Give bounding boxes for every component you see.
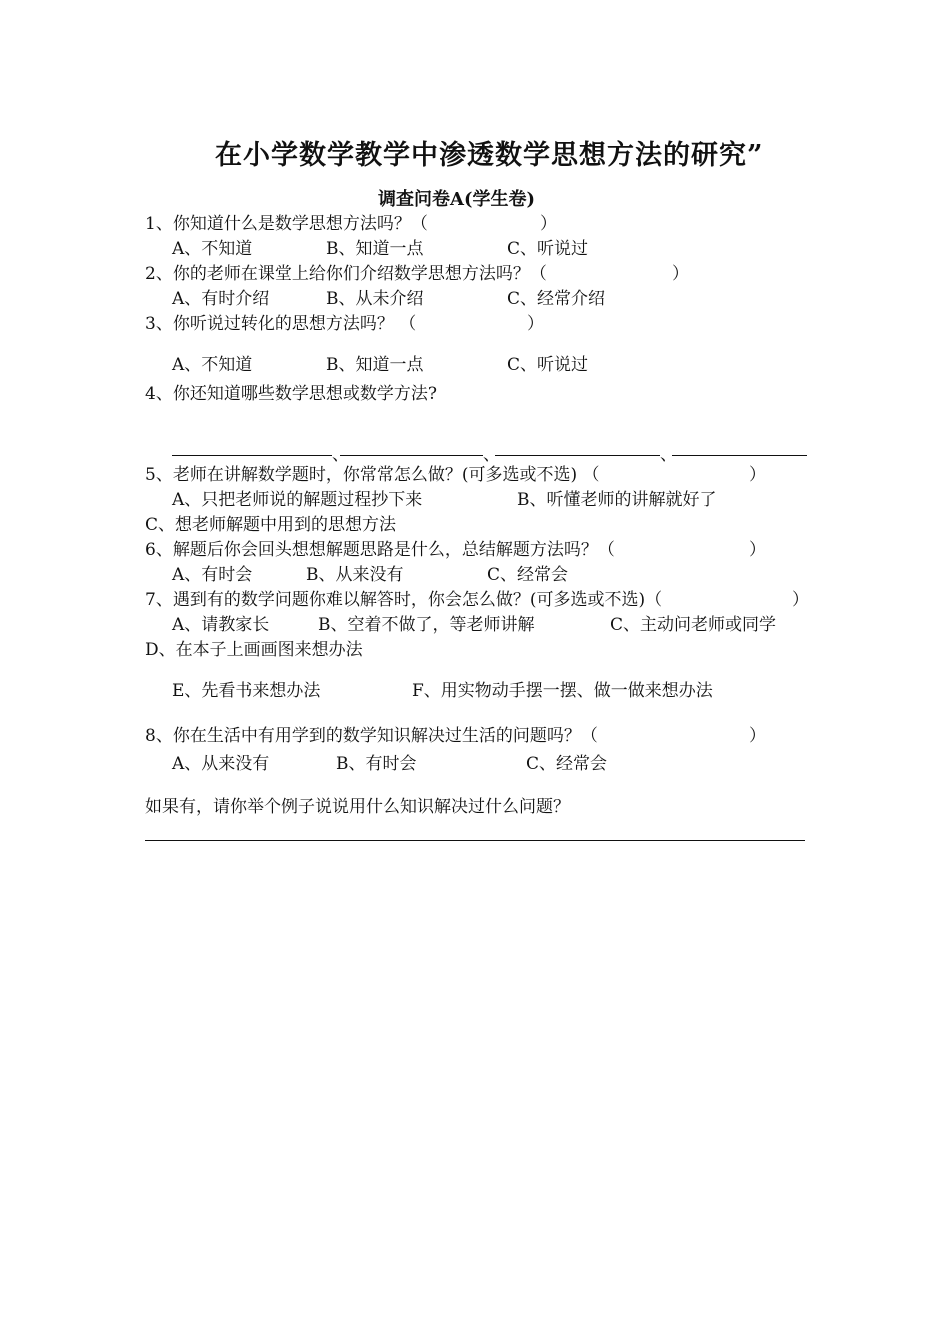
q7-option-b: B、空着不做了，等老师讲解 (318, 615, 535, 635)
q7-option-a: A、请教家长 (172, 615, 270, 635)
question-2-close-paren: ） (672, 264, 689, 284)
question-7: 7、遇到有的数学问题你难以解答时，你会怎么做？(可多选或不选)（ (145, 590, 663, 610)
q4-separator-2: 、 (483, 445, 500, 465)
q1-option-b: B、知道一点 (326, 239, 424, 259)
page-title: 在小学数学教学中渗透数学思想方法的研究” (215, 140, 764, 171)
q4-separator-3: 、 (660, 445, 677, 465)
question-1-close-paren: ） (540, 214, 557, 234)
question-8-close-paren: ） (749, 726, 766, 746)
q4-answer-blank-4 (672, 455, 807, 456)
question-6: 6、解题后你会回头想想解题思路是什么，总结解题方法吗？（ (145, 540, 615, 560)
q6-option-a: A、有时会 (172, 565, 253, 585)
question-2: 2、你的老师在课堂上给你们介绍数学思想方法吗？（ (145, 264, 547, 284)
q3-option-a: A、不知道 (172, 355, 253, 375)
question-3: 3、你听说过转化的思想方法吗？ （ (145, 314, 417, 334)
q7-option-f: F、用实物动手摆一摆、做一做来想办法 (412, 681, 713, 701)
q6-option-c: C、经常会 (487, 565, 569, 585)
q4-answer-blank-1 (172, 455, 332, 456)
q7-option-c: C、主动问老师或同学 (610, 615, 777, 635)
q2-option-c: C、经常介绍 (507, 289, 606, 309)
question-4: 4、你还知道哪些数学思想或数学方法? (145, 384, 437, 404)
q3-option-b: B、知道一点 (326, 355, 424, 375)
q2-option-b: B、从未介绍 (326, 289, 424, 309)
question-1: 1、你知道什么是数学思想方法吗？（ (145, 214, 428, 234)
question-3-close-paren: ） (527, 314, 544, 334)
q6-option-b: B、从来没有 (306, 565, 404, 585)
q8-option-a: A、从来没有 (172, 754, 270, 774)
followup-prompt: 如果有，请你举个例子说说用什么知识解决过什么问题？ (145, 797, 570, 817)
question-5: 5、老师在讲解数学题时，你常常怎么做？(可多选或不选) （ (145, 465, 600, 485)
q4-answer-blank-3 (495, 455, 660, 456)
q5-option-c: C、想老师解题中用到的思想方法 (145, 515, 397, 535)
q7-option-e: E、先看书来想办法 (172, 681, 321, 701)
q7-option-d: D、在本子上画画图来想办法 (145, 640, 363, 660)
q2-option-a: A、有时介绍 (172, 289, 270, 309)
page-subtitle: 调查问卷A(学生卷) (378, 189, 535, 210)
question-5-close-paren: ） (749, 465, 766, 485)
q5-option-b: B、听懂老师的讲解就好了 (517, 490, 717, 510)
q1-option-c: C、听说过 (507, 239, 589, 259)
question-7-close-paren: ） (792, 590, 809, 610)
q8-option-b: B、有时会 (336, 754, 417, 774)
q1-option-a: A、不知道 (172, 239, 253, 259)
question-8: 8、你在生活中有用学到的数学知识解决过生活的问题吗？（ (145, 726, 598, 746)
followup-answer-line (145, 840, 805, 841)
question-6-close-paren: ） (749, 540, 766, 560)
q8-option-c: C、经常会 (526, 754, 608, 774)
q5-option-a: A、只把老师说的解题过程抄下来 (172, 490, 423, 510)
q3-option-c: C、听说过 (507, 355, 589, 375)
q4-separator-1: 、 (332, 445, 349, 465)
q4-answer-blank-2 (340, 455, 483, 456)
